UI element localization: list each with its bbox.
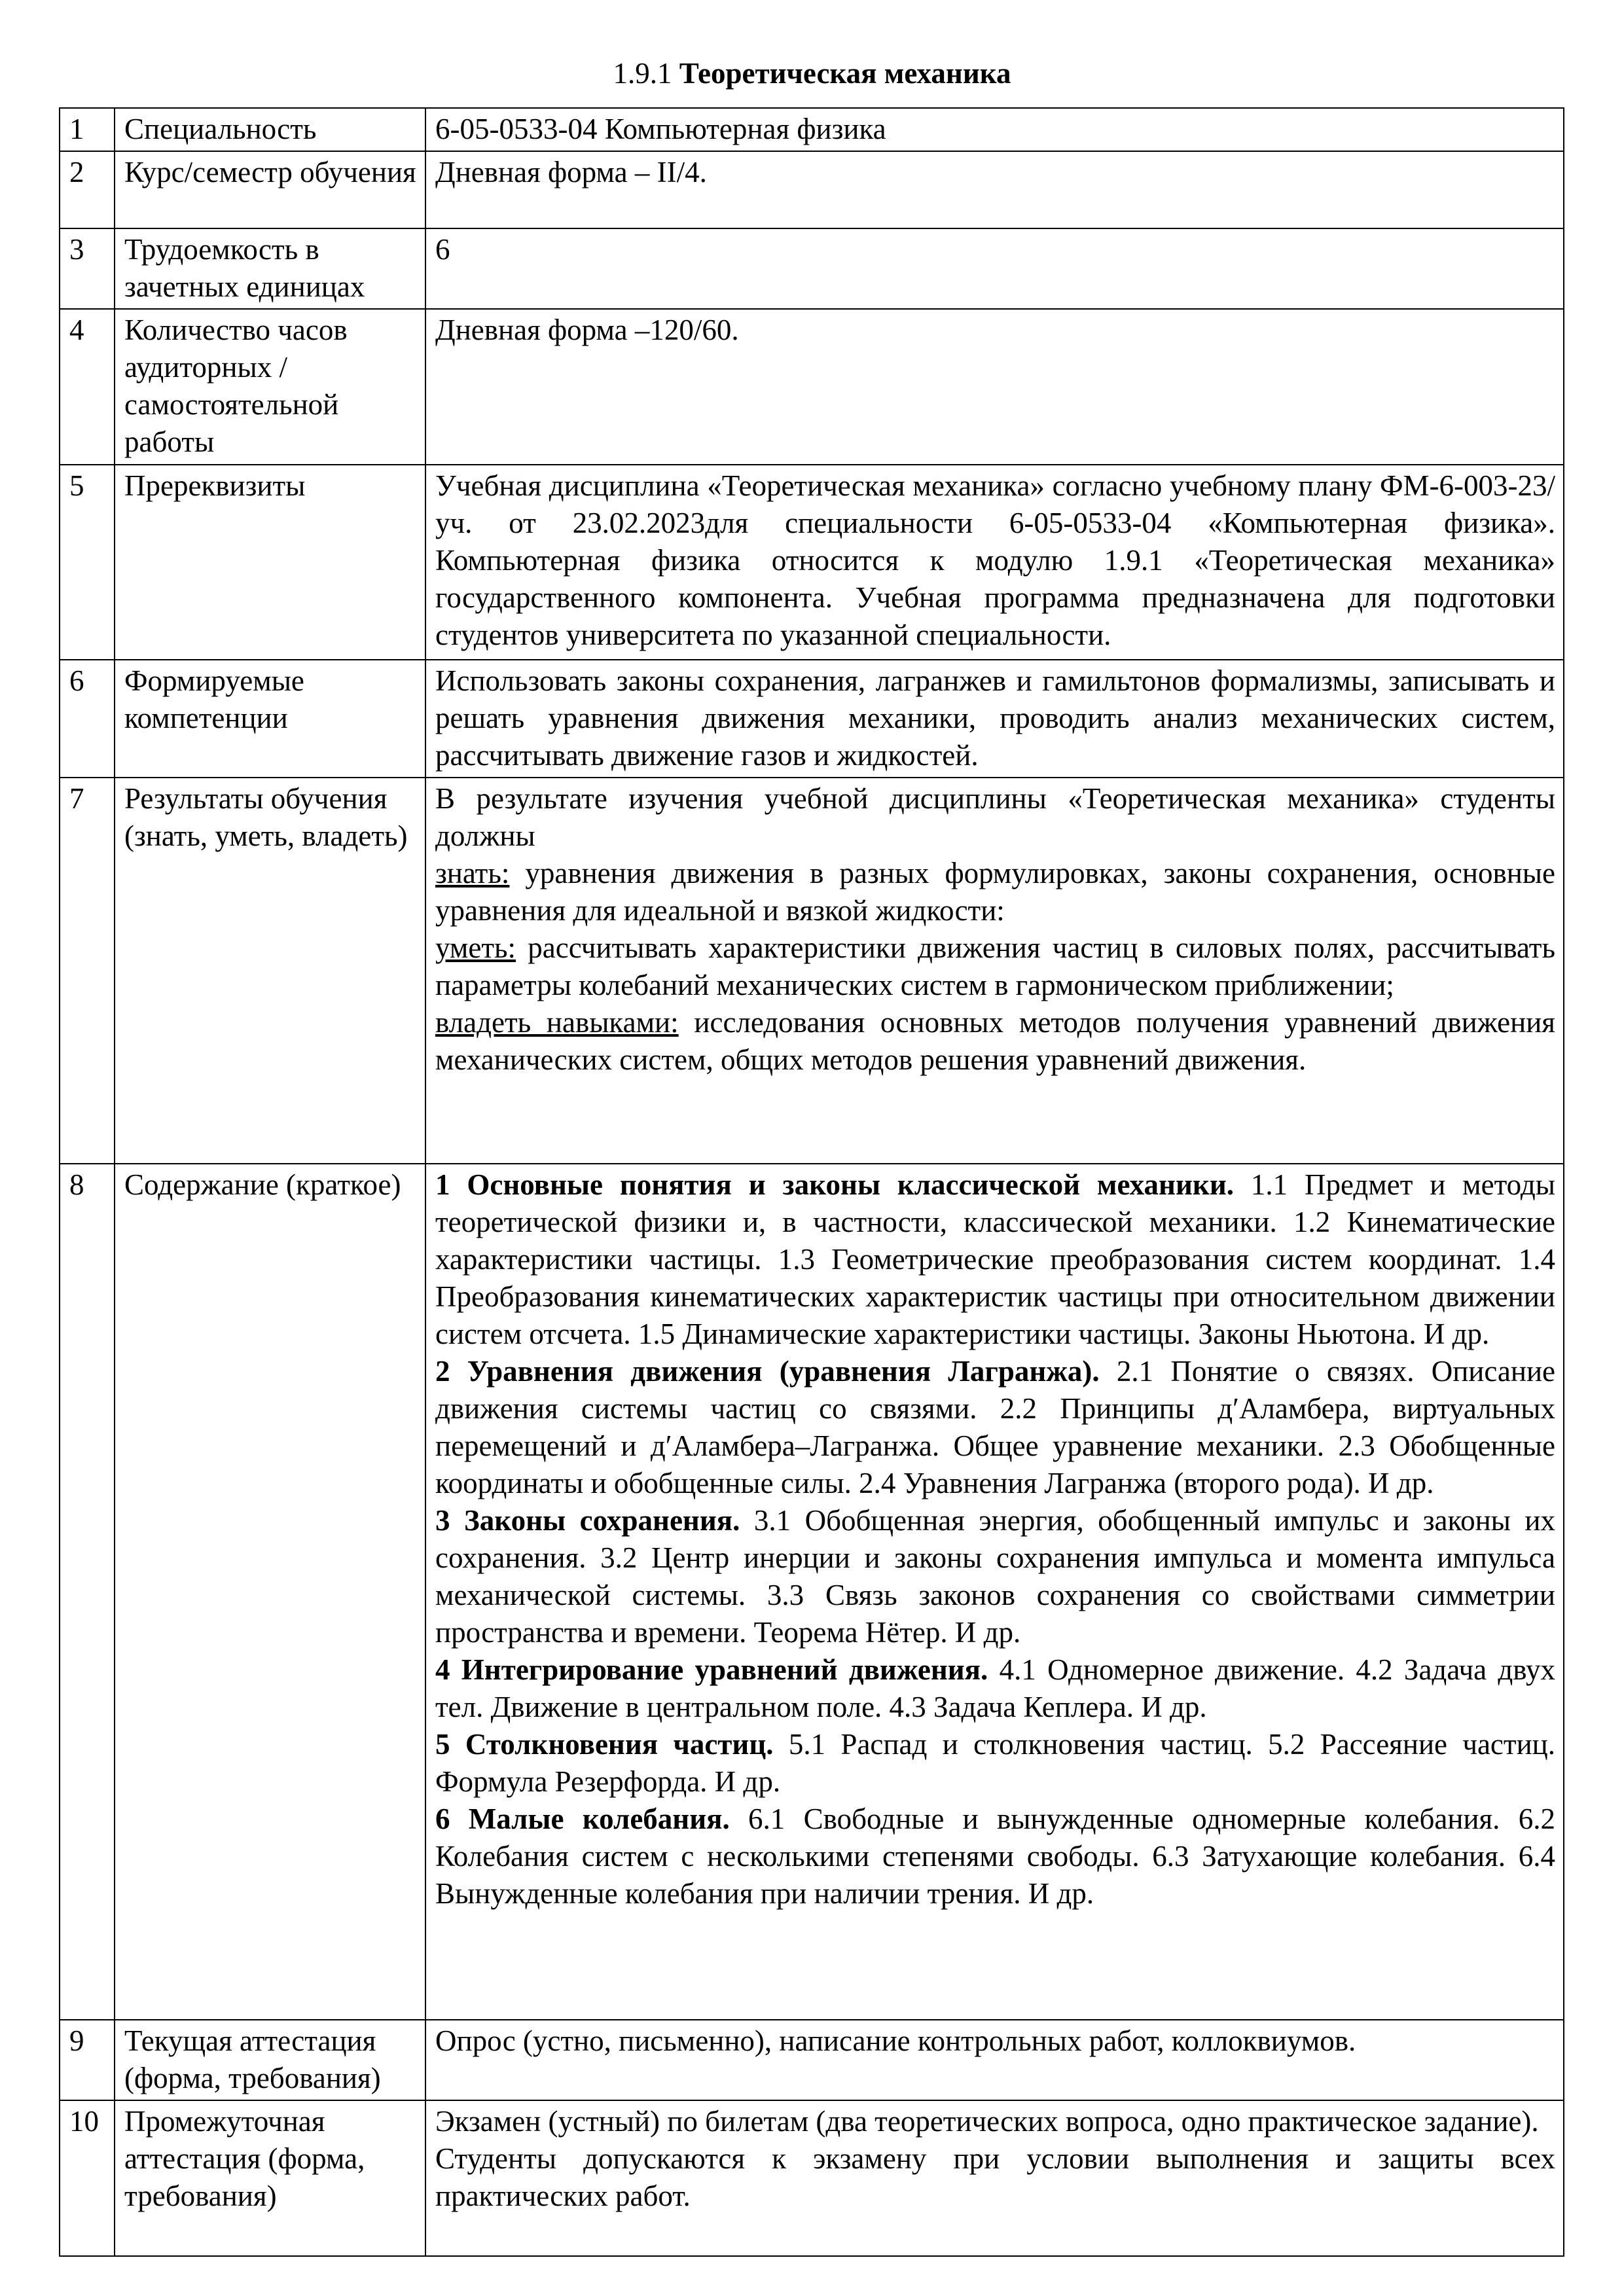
row-label: Количество часов аудиторных / самостоятельной работы xyxy=(115,309,425,465)
row-number: 2 xyxy=(60,151,115,228)
content-section-text: 3.1 Обобщенная энергия, обобщенный импульс и законы их сохранения. 3.2 Центр инерции и законы сохранения импульса и момента импульса механической системы. 3.3 Связь законов сохранения со свойствами симметрии пространства и времени. Теорема Нётер. И др. xyxy=(435,1504,1555,1649)
outcome-can-text: рассчитывать характеристики движения частиц в силовых полях, рассчитывать параметры колебаний механических систем в гармоническом приближении; xyxy=(435,931,1555,1001)
content-section-heading: 6 Малые колебания. xyxy=(435,1803,730,1835)
row-label: Курс/семестр обучения xyxy=(115,151,425,228)
table-row xyxy=(60,2100,1564,2256)
content-section xyxy=(435,1726,1555,1801)
row-label: Результаты обучения (знать, уметь, владеть) xyxy=(115,778,425,1164)
row-label: Промежуточная аттестация (форма, требования) xyxy=(115,2100,425,2256)
table-row xyxy=(60,2020,1564,2100)
table-row xyxy=(60,778,1564,1164)
table-row xyxy=(60,108,1564,151)
row-number: 1 xyxy=(60,108,115,151)
row-content xyxy=(425,778,1564,1164)
row-content: 6-05-0533-04 Компьютерная физика xyxy=(425,108,1564,151)
outcome-own xyxy=(435,1004,1555,1079)
table-row xyxy=(60,309,1564,465)
row-label: Специальность xyxy=(115,108,425,151)
outcome-own-text: исследования основных методов получения уравнений движения механических систем, общих методов решения уравнений движения. xyxy=(435,1006,1555,1076)
table-row xyxy=(60,151,1564,228)
exam-admission: Студенты допускаются к экзамену при условии выполнения и защиты всех практических работ. xyxy=(435,2142,1555,2212)
row-content xyxy=(425,1164,1564,2020)
content-section-text: 2.1 Понятие о связях. Описание движения системы частиц со связями. 2.2 Принципы д′Аламбера, виртуальных перемещений и д′Аламбера–Лагранжа. Общее уравнение механики. 2.3 Обобщенные координаты и обобщенные силы. 2.4 Уравнения Лагранжа (второго рода). И др. xyxy=(435,1355,1556,1499)
row-number: 8 xyxy=(60,1164,115,2020)
course-spec-table xyxy=(59,107,1564,2257)
content-section-heading: 5 Столкновения частиц. xyxy=(435,1728,774,1761)
table-row xyxy=(60,660,1564,778)
outcome-know-label: знать: xyxy=(435,857,510,889)
content-section-text: 1.1 Предмет и методы теоретической физики и, в частности, классической механики. 1.2 Кинематические характеристики частицы. 1.3 Геометрические преобразования систем координат. 1.4 Преобразования кинематических характеристик частицы при относительном движении систем отсчета. 1.5 Динамические характеристики частицы. Законы Ньютона. И др. xyxy=(435,1168,1556,1350)
title-number: 1.9.1 xyxy=(613,57,672,90)
table-row xyxy=(60,1164,1564,2020)
row-number: 10 xyxy=(60,2100,115,2256)
content-section-text: 5.1 Распад и столкновения частиц. 5.2 Рассеяние частиц. Формула Резерфорда. И др. xyxy=(435,1728,1555,1798)
row-number: 7 xyxy=(60,778,115,1164)
row-number: 3 xyxy=(60,228,115,309)
row-content xyxy=(425,2100,1564,2256)
content-section-heading: 2 Уравнения движения (уравнения Лагранжа). xyxy=(435,1355,1100,1388)
table-row xyxy=(60,228,1564,309)
content-section-heading: 3 Законы сохранения. xyxy=(435,1504,740,1537)
row-content: Использовать законы сохранения, лагранжев и гамильтонов формализмы, записывать и решать уравнения движения механики, проводить анализ механических систем, рассчитывать движение газов и жидкостей. xyxy=(425,660,1564,778)
outcome-can-label: уметь: xyxy=(435,931,516,964)
row-number: 4 xyxy=(60,309,115,465)
content-section-text: 6.1 Свободные и вынужденные одномерные колебания. 6.2 Колебания систем с несколькими степенями свободы. 6.3 Затухающие колебания. 6.4 Вынужденные колебания при наличии трения. И др. xyxy=(435,1803,1555,1910)
title-text: Теоретическая механика xyxy=(679,57,1011,90)
table-row xyxy=(60,465,1564,660)
outcome-know xyxy=(435,855,1555,929)
document-title xyxy=(0,55,1624,92)
outcome-own-label: владеть навыками: xyxy=(435,1006,679,1039)
row-content: Дневная форма –120/60. xyxy=(425,309,1564,465)
content-section xyxy=(435,1353,1555,1502)
content-section-heading: 4 Интегрирование уравнений движения. xyxy=(435,1653,988,1686)
content-section xyxy=(435,1651,1555,1726)
row-content: Опрос (устно, письменно), написание контрольных работ, коллоквиумов. xyxy=(425,2020,1564,2100)
row-content: 6 xyxy=(425,228,1564,309)
row-label: Формируемые компетенции xyxy=(115,660,425,778)
row-label: Текущая аттестация (форма, требования) xyxy=(115,2020,425,2100)
learning-outcomes-intro: В результате изучения учебной дисциплины «Теоретическая механика» студенты должны xyxy=(435,782,1555,852)
row-label: Пререквизиты xyxy=(115,465,425,660)
content-section xyxy=(435,1502,1555,1651)
content-section xyxy=(435,1801,1555,1912)
row-label: Содержание (краткое) xyxy=(115,1164,425,2020)
row-number: 5 xyxy=(60,465,115,660)
content-section xyxy=(435,1166,1555,1353)
content-section-text: 4.1 Одномерное движение. 4.2 Задача двух тел. Движение в центральном поле. 4.3 Задача Кеплера. И др. xyxy=(435,1653,1555,1723)
row-content: Учебная дисциплина «Теоретическая механика» согласно учебному плану ФМ-6-003-23/уч. от 23.02.2023для специальности 6-05-0533-04 «Компьютерная физика». Компьютерная физика относится к модулю 1.9.1 «Теоретическая механика» государственного компонента. Учебная программа предназначена для подготовки студентов университета по указанной специальности. xyxy=(425,465,1564,660)
content-section-heading: 1 Основные понятия и законы классической механики. xyxy=(435,1168,1235,1201)
row-number: 6 xyxy=(60,660,115,778)
row-number: 9 xyxy=(60,2020,115,2100)
outcome-can xyxy=(435,929,1555,1004)
row-label: Трудоемкость в зачетных единицах xyxy=(115,228,425,309)
exam-format: Экзамен (устный) по билетам (два теоретических вопроса, одно практическое задание). xyxy=(435,2105,1539,2138)
row-content: Дневная форма – II/4. xyxy=(425,151,1564,228)
outcome-know-text: уравнения движения в разных формулировках, законы сохранения, основные уравнения для идеальной и вязкой жидкости: xyxy=(435,857,1555,927)
